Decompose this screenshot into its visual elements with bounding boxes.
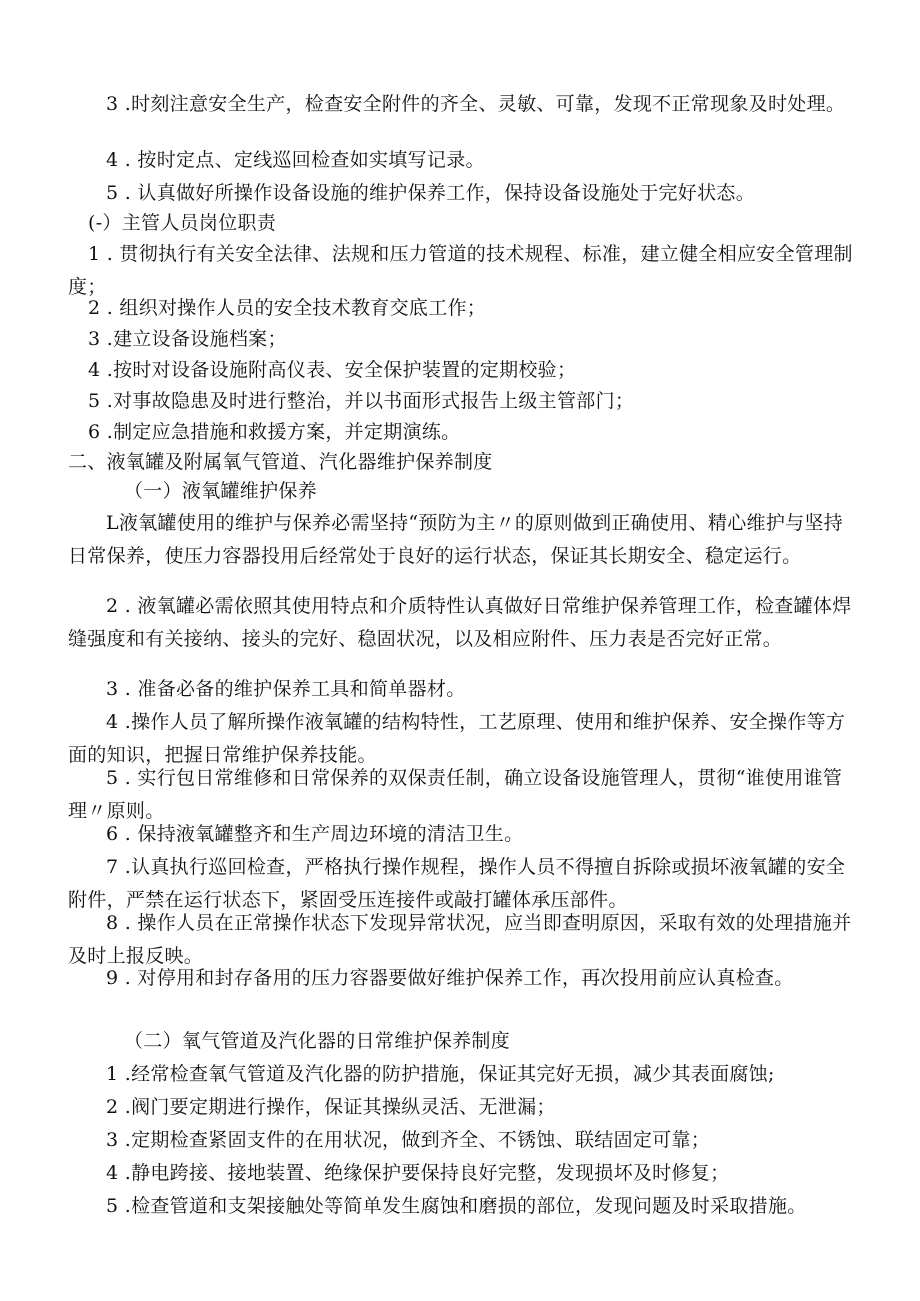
paragraph-26: 4 .静电跨接、接地装置、绝缘保护要保持良好完整，发现损坏及时修复；	[106, 1162, 730, 1184]
section-heading-pipeline: （二）氧气管道及汽化器的日常维护保养制度	[124, 1030, 511, 1052]
paragraph-3: 5 . 认真做好所操作设备设施的维护保养工作，保持设备设施处于完好状态。	[106, 182, 756, 204]
paragraph-7: 3 .建立设备设施档案；	[88, 328, 287, 350]
chapter-heading-2: 二、液氧罐及附属氧气管道、汽化器维护保养制度	[68, 451, 493, 473]
paragraph-9: 5 .对事故隐患及时进行整治，并以书面形式报告上级主管部门；	[88, 390, 635, 412]
paragraph-13: L液氧罐使用的维护与保养必需坚持“预防为主〃的原则做到正确使用、精心维护与坚持日常保养，使压力容器投用后经常处于良好的运行状态，保证其长期安全、稳定运行。	[68, 512, 844, 567]
paragraph-16: 4 .操作人员了解所操作液氧罐的结构特性，工艺原理、使用和维护保养、安全操作等方面的知识，把握日常维护保养技能。	[68, 711, 846, 766]
paragraph-23: 1 .经常检查氧气管道及汽化器的防护措施，保证其完好无损，减少其表面腐蚀;	[106, 1063, 775, 1085]
paragraph-2: 4 . 按时定点、定线巡回检查如实填写记录。	[106, 149, 485, 171]
paragraph-1: 3 .时刻注意安全生产，检查安全附件的齐全、灵敏、可靠，发现不正常现象及时处理。	[106, 93, 846, 115]
paragraph-15: 3 . 准备必备的维护保养工具和简单器材。	[106, 678, 466, 700]
paragraph-18: 6 . 保持液氧罐整齐和生产周边环境的清洁卫生。	[106, 823, 524, 845]
paragraph-10: 6 .制定应急措施和救援方案，并定期演练。	[88, 421, 461, 443]
paragraph-19: 7 .认真执行巡回检查，严格执行操作规程，操作人员不得擅自拆除或损坏液氧罐的安全附件，严禁在运行状态下，紧固受压连接件或敲打罐体承压部件。	[68, 856, 846, 911]
paragraph-21: 9 . 对停用和封存备用的压力容器要做好维护保养工作，再次投用前应认真检查。	[106, 967, 794, 989]
paragraph-17: 5 . 实行包日常维修和日常保养的双保责任制，确立设备设施管理人，贯彻“谁使用谁管理〃原则。	[68, 767, 843, 822]
paragraph-27: 5 .检查管道和支架接触处等简单发生腐蚀和磨损的部位，发现问题及时采取措施。	[106, 1195, 807, 1217]
paragraph-24: 2 .阀门要定期进行操作，保证其操纵灵活、无泄漏；	[106, 1096, 556, 1118]
paragraph-6: 2 . 组织对操作人员的安全技术教育交底工作；	[88, 297, 487, 319]
paragraph-8: 4 .按时对设备设施附高仪表、安全保护装置的定期校验；	[88, 359, 577, 381]
section-heading-tank: （一）液氧罐维护保养	[124, 480, 318, 502]
paragraph-14: 2 . 液氧罐必需依照其使用特点和介质特性认真做好日常维护保养管理工作，检查罐体焊缝强度和有关接纳、接头的完好、稳固状况，以及相应附件、压力表是否完好正常。	[68, 595, 852, 650]
section-heading-supervisor: (-）主管人员岗位职责	[88, 212, 277, 234]
paragraph-25: 3 .定期检查紧固支件的在用状况，做到齐全、不锈蚀、联结固定可靠；	[106, 1129, 711, 1151]
paragraph-20: 8 . 操作人员在正常操作状态下发现异常状况，应当即查明原因，采取有效的处理措施并及时上报反映。	[68, 912, 852, 967]
paragraph-5: 1 . 贯彻执行有关安全法律、法规和压力管道的技术规程、标准，建立健全相应安全管理制度；	[68, 243, 853, 298]
